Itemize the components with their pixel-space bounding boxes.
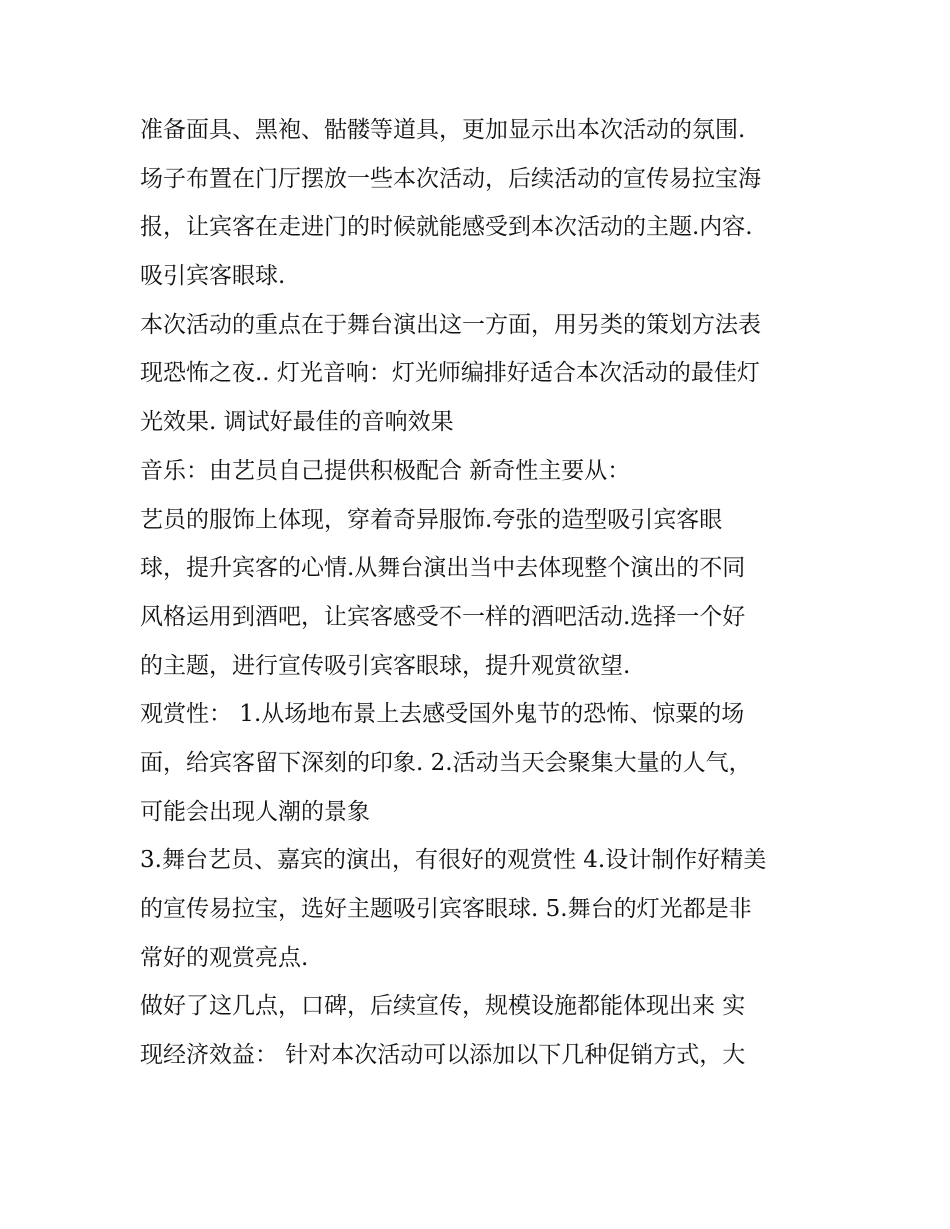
text-line-4: 吸引宾客眼球. [140, 263, 286, 290]
text-line-9: 艺员的服饰上体现，穿着奇异服饰.夸张的造型吸引宾客眼 [140, 506, 723, 533]
text-line-5: 本次活动的重点在于舞台演出这一方面，用另类的策划方法表 [140, 311, 761, 338]
text-line-10: 球，提升宾客的心情.从舞台演出当中去体现整个演出的不同 [140, 555, 746, 582]
text-line-6: 现恐怖之夜.. 灯光音响：灯光师编排好适合本次活动的最佳灯 [140, 360, 760, 387]
text-line-1: 准备面具、黑袍、骷髅等道具，更加显示出本次活动的氛围. [140, 117, 746, 143]
text-line-14: 面，给宾客留下深刻的印象. 2.活动当天会聚集大量的人气， [140, 749, 752, 776]
text-line-11: 风格运用到酒吧，让宾客感受不一样的酒吧活动.选择一个好 [140, 603, 746, 630]
text-line-17: 的宣传易拉宝，选好主题吸引宾客眼球. 5.舞台的灯光都是非 [140, 896, 752, 922]
text-line-18: 常好的观赏亮点. [140, 944, 309, 971]
body-text [140, 106, 830, 1080]
text-line-19: 做好了这几点，口碑，后续宣传，规模设施都能体现出来 实 [140, 993, 746, 1020]
text-line-15: 可能会出现人潮的景象 [140, 798, 370, 825]
text-line-13: 观赏性： 1.从场地布景上去感受国外鬼节的恐怖、惊粟的场 [140, 701, 745, 728]
text-line-8: 音乐：由艺员自己提供积极配合 新奇性主要从： [140, 457, 631, 484]
text-line-16: 3.舞台艺员、嘉宾的演出，有很好的观赏性 4.设计制作好精美 [140, 847, 767, 874]
text-line-20: 现经济效益： 针对本次活动可以添加以下几种促销方式，大 [140, 1042, 746, 1069]
text-line-2: 场子布置在门厅摆放一些本次活动，后续活动的宣传易拉宝海 [140, 165, 761, 192]
text-line-7: 光效果. 调试好最佳的音响效果 [140, 409, 454, 436]
text-line-12: 的主题，进行宣传吸引宾客眼球，提升观赏欲望. [140, 652, 631, 679]
text-line-3: 报，让宾客在走进门的时候就能感受到本次活动的主题.内容. [140, 214, 753, 241]
